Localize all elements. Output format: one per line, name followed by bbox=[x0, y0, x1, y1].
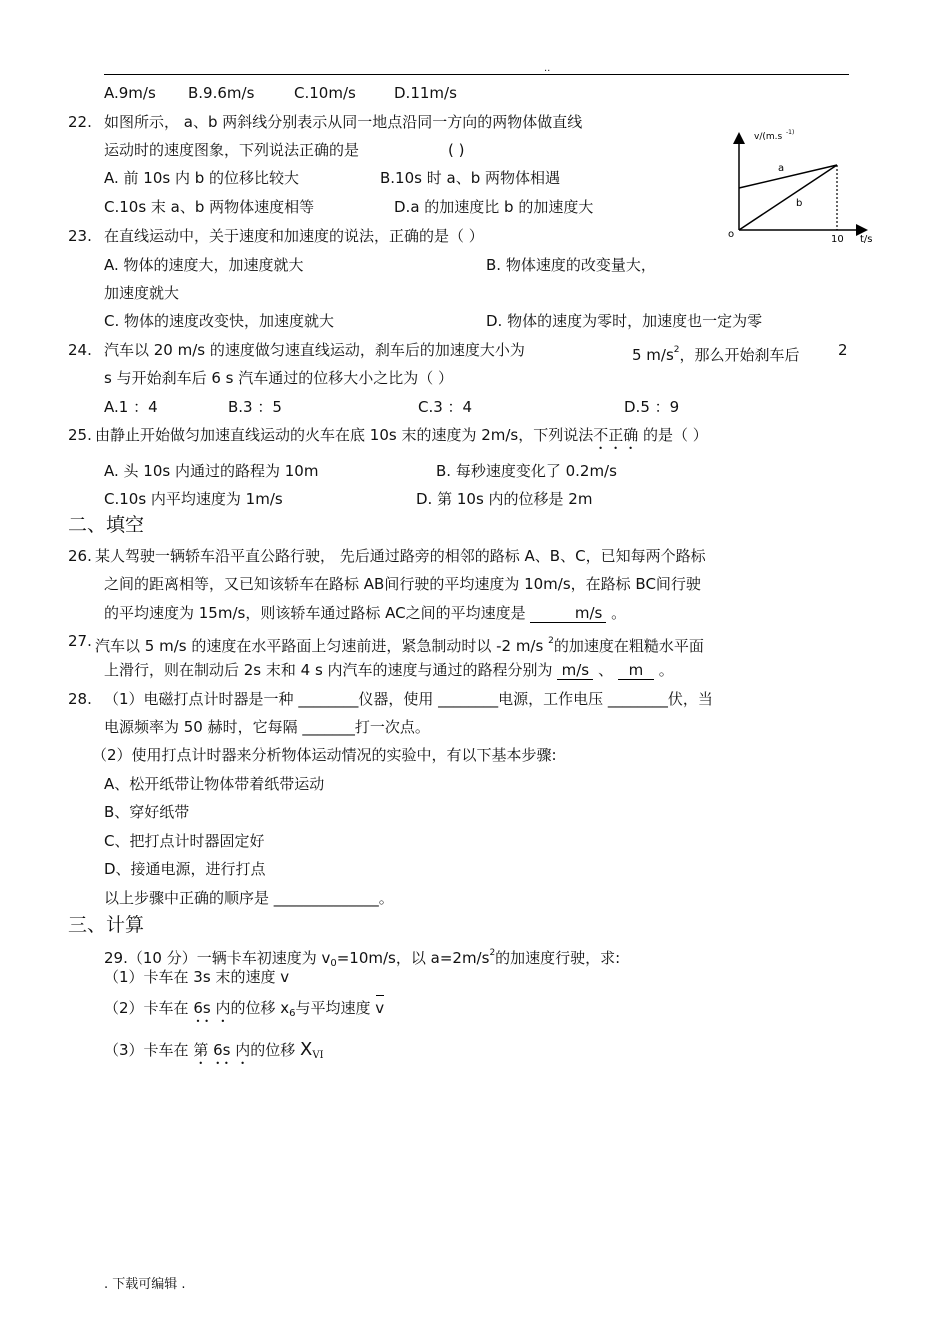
q26-line3: 的平均速度为 15m/s，则该轿车通过路标 AC之间的平均速度是 m/s 。 bbox=[104, 604, 627, 622]
q27-answer-blank-1[interactable]: m/s bbox=[557, 661, 593, 680]
q23-number: 23. bbox=[68, 227, 92, 245]
q21-option-d: D.11m/s bbox=[394, 84, 457, 102]
q23-option-c: C. 物体的速度改变快，加速度就大 bbox=[104, 312, 335, 330]
q27-answer-blank-2[interactable]: m bbox=[618, 661, 654, 680]
q23-option-a: A. 物体的速度大，加速度就大 bbox=[104, 256, 304, 274]
q22-stem-line1: 如图所示， a、b 两斜线分别表示从同一地点沿同一方向的两物体做直线 bbox=[104, 113, 583, 131]
q22-answer-paren: ( ) bbox=[448, 141, 465, 159]
q25-option-b: B. 每秒速度变化了 0.2m/s bbox=[436, 462, 617, 480]
q22-option-d: D.a 的加速度比 b 的加速度大 bbox=[394, 198, 594, 216]
q24-option-b: B.3 ：5 bbox=[228, 398, 282, 416]
q24-option-d: D.5 ：9 bbox=[624, 398, 680, 416]
q27-number: 27. bbox=[68, 632, 92, 650]
q25-emphasis: 不正确 bbox=[593, 426, 639, 444]
q26-answer-blank[interactable]: m/s bbox=[530, 604, 606, 623]
header-dots: .. bbox=[544, 63, 551, 74]
q21-option-b: B.9.6m/s bbox=[188, 84, 255, 102]
footer-note: . 下载可编辑 . bbox=[104, 1277, 186, 1292]
q26-line2: 之间的距离相等，又已知该轿车在路标 AB间行驶的平均速度为 10m/s，在路标 BC间行驶 bbox=[104, 575, 701, 593]
q23-option-b: B. 物体速度的改变量大， bbox=[486, 256, 656, 274]
q22-option-c: C.10s 末 a、b 两物体速度相等 bbox=[104, 198, 315, 216]
q24-stem-line1a: 汽车以 20 m/s 的速度做匀速直线运动，刹车后的加速度大小为 bbox=[104, 341, 525, 359]
q24-option-c: C.3 ：4 bbox=[418, 398, 473, 416]
section-fill-in-heading: 二、填空 bbox=[68, 514, 145, 536]
q22-number: 22. bbox=[68, 113, 92, 131]
q28-number: 28. bbox=[68, 690, 92, 708]
q23-option-d: D. 物体的速度为零时，加速度也一定为零 bbox=[486, 312, 763, 330]
q24-stem-line1d: 2 bbox=[838, 341, 848, 359]
q28-part1-line2: 电源频率为 50 赫时，它每隔 _______打一次点。 bbox=[104, 718, 430, 736]
q25-stem: 由静止开始做匀加速直线运动的火车在底 10s 末的速度为 2m/s，下列说法不正确 的是（ ） bbox=[95, 426, 708, 444]
mean-velocity-symbol: v bbox=[375, 999, 385, 1017]
q26-line1: 某人驾驶一辆轿车沿平直公路行驶， 先后通过路旁的相邻的路标 A、B、C，已知每两个路标 bbox=[95, 547, 706, 565]
q28-part2-stem: （2）使用打点计时器来分析物体运动情况的实验中，有以下基本步骤: bbox=[92, 746, 557, 764]
q28-part1-line1: （1）电磁打点计时器是一种 ________仪器，使用 ________电源，工作电压 ________伏，当 bbox=[104, 690, 713, 708]
q21-option-c: C.10m/s bbox=[294, 84, 356, 102]
graph-y-label: v/(m.s bbox=[754, 132, 783, 142]
q28-step-a: A、松开纸带让物体带着纸带运动 bbox=[104, 775, 325, 793]
q25-option-a: A. 头 10s 内通过的路程为 10m bbox=[104, 462, 319, 480]
graph-label-a: a bbox=[778, 163, 785, 174]
q29-part3: （3）卡车在 第 6s 内的位移 $X_{VI}$ bbox=[104, 1039, 324, 1061]
q29-part1: （1）卡车在 3s 末的速度 v bbox=[104, 968, 290, 986]
graph-label-b: b bbox=[796, 198, 803, 209]
q26-number: 26. bbox=[68, 547, 92, 565]
q28-step-b: B、穿好纸带 bbox=[104, 803, 190, 821]
q25-number: 25. bbox=[68, 426, 92, 444]
q22-option-a: A. 前 10s 内 b 的位移比较大 bbox=[104, 169, 300, 187]
q27-line1: 汽车以 5 m/s 的速度在水平路面上匀速前进，紧急制动时以 -2 m/s $^2$的加速度在粗糙水平面 bbox=[95, 636, 704, 655]
q23-stem: 在直线运动中，关于速度和加速度的说法，正确的是（ ） bbox=[104, 227, 484, 245]
graph-line-b bbox=[739, 165, 837, 230]
q22-vt-graph bbox=[722, 122, 882, 252]
q24-option-a: A.1 ：4 bbox=[104, 398, 158, 416]
q22-stem-line2: 运动时的速度图象，下列说法正确的是 bbox=[104, 141, 360, 159]
header-rule bbox=[104, 74, 849, 75]
q21-option-a: A.9m/s bbox=[104, 84, 156, 102]
q28-step-d: D、接通电源，进行打点 bbox=[104, 860, 266, 878]
q24-stem-line2: s 与开始刹车后 6 s 汽车通过的位移大小之比为（ ） bbox=[104, 369, 454, 387]
q28-order: 以上步骤中正确的顺序是 ______________。 bbox=[104, 889, 394, 907]
q22-option-b: B.10s 时 a、b 两物体相遇 bbox=[380, 169, 560, 187]
graph-y-label-sup: -1) bbox=[786, 129, 795, 136]
q25-option-d: D. 第 10s 内的位移是 2m bbox=[416, 490, 593, 508]
graph-origin: o bbox=[728, 229, 735, 240]
graph-x-label: t/s bbox=[860, 234, 873, 245]
q24-number: 24. bbox=[68, 341, 92, 359]
q23-option-b-cont: 加速度就大 bbox=[104, 284, 180, 302]
q25-option-c: C.10s 内平均速度为 1m/s bbox=[104, 490, 283, 508]
graph-x-tick: 10 bbox=[831, 234, 844, 245]
graph-line-a bbox=[739, 165, 837, 188]
q28-step-c: C、把打点计时器固定好 bbox=[104, 832, 265, 850]
section-calc-heading: 三、计算 bbox=[68, 914, 145, 936]
q24-stem-line1b: 5 $m/s^2$，那么开始刹车后 bbox=[632, 345, 800, 364]
q27-line2: 上滑行，则在制动后 2s 末和 4 s 内汽车的速度与通过的路程分别为 m/s 、 m 。 bbox=[104, 661, 674, 679]
q29-stem: 29.（10 分）一辆卡车初速度为 $v_0=10m/s$，以 $a=2m/s^2$的加速度行驶，求: bbox=[104, 948, 621, 969]
q29-part2: （2）卡车在 6s 内的位移 $x_6$与平均速度 v bbox=[104, 999, 385, 1019]
